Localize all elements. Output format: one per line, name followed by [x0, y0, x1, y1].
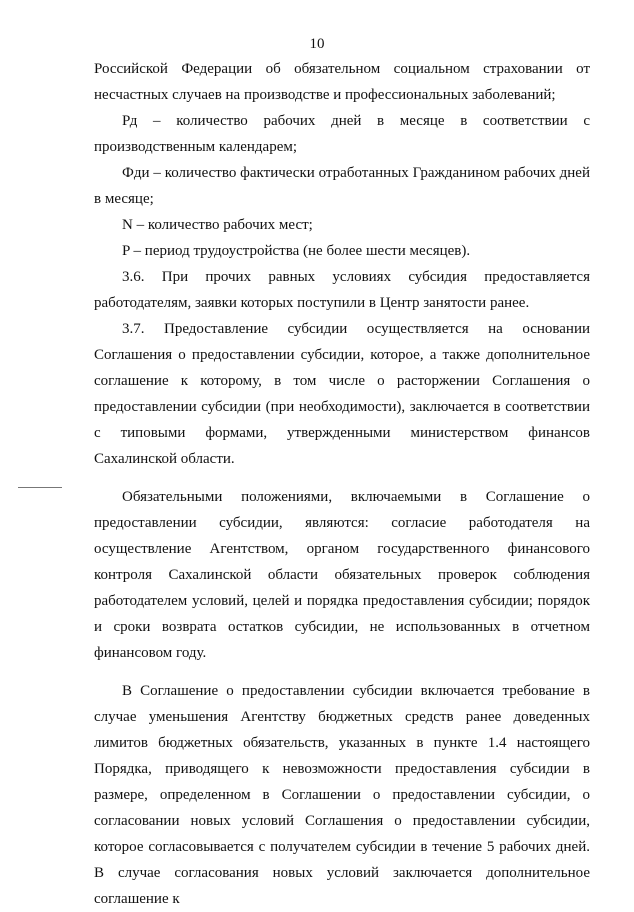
- paragraph-insurance-law: Российской Федерации об обязательном социальном страховании от несчастных случаев на производстве и профессиональных заболеваний;: [94, 61, 590, 103]
- paragraph-3-6: 3.6. При прочих равных условиях субсидия предоставляется работодателям, заявки которых поступили в Центр занятости ранее.: [94, 269, 590, 311]
- paragraph-rd-definition: Рд – количество рабочих дней в месяце в соответствии с производственным календарем;: [94, 113, 590, 155]
- paragraph-n-definition: N – количество рабочих мест;: [122, 217, 313, 233]
- paragraph-agreement-requirement: В Соглашение о предоставлении субсидии включается требование в случае уменьшения Агентству бюджетных средств ранее доведенных лимитов бюджетных обязательств, указанных в пункте 1.4 настоящего Порядка, приводящего к невозможности предоставления субсидии в размере, определенном в Соглашении о предоставлении субсидии, о согласовании новых условий Соглашения о предоставлении субсидии, которое согласовывается с получателем субсидии в течение 5 рабочих дней. В случае согласования новых условий заключается дополнительное соглашение к: [94, 683, 590, 907]
- document-body: [94, 56, 590, 912]
- paragraph-mandatory-provisions: Обязательными положениями, включаемыми в Соглашение о предоставлении субсидии, являются: согласие работодателя на осуществление Агентством, органом государственного финансового контроля Сахалинской области обязательных проверок соблюдения работодателем условий, целей и порядка предоставления субсидии; порядок и сроки возврата остатков субсидии, не использованных в отчетном финансовом году.: [94, 489, 590, 661]
- paragraph-3-7: 3.7. Предоставление субсидии осуществляется на основании Соглашения о предоставлении субсидии, которое, а также дополнительное соглашение к которому, в том числе о расторжении Соглашения о предоставлении субсидии (при необходимости), заключается в соответствии с типовыми формами, утвержденными министерством финансов Сахалинской области.: [94, 321, 590, 467]
- scan-artifact-line: [18, 487, 62, 488]
- paragraph-fdi-definition: Фди – количество фактически отработанных Гражданином рабочих дней в месяце;: [94, 165, 590, 207]
- page-number: 10: [309, 36, 325, 52]
- paragraph-p-definition: P – период трудоустройства (не более шести месяцев).: [122, 243, 471, 259]
